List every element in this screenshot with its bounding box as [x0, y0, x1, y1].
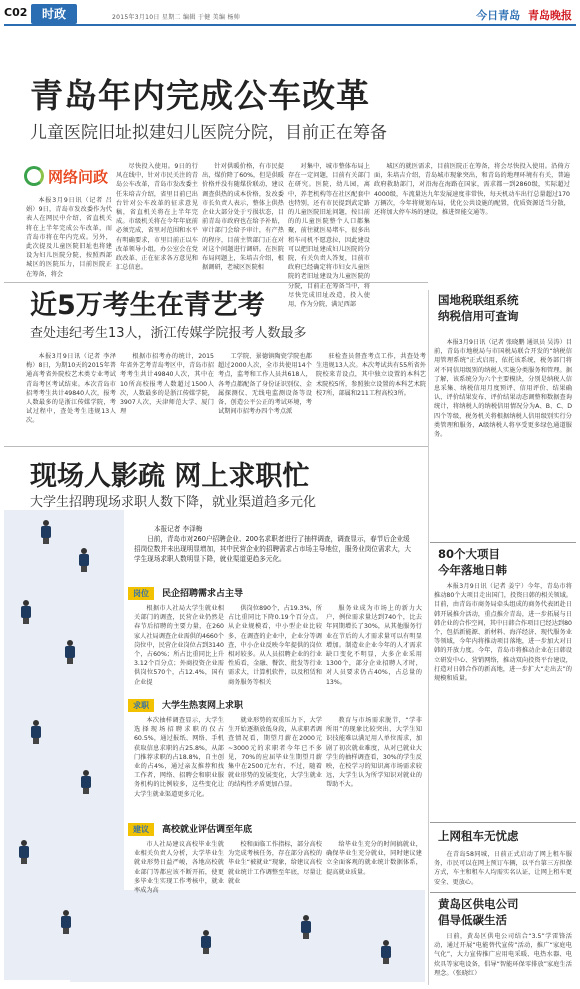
- article3-subhead: 大学生招聘现场求职人数下降，就业渠道趋多元化: [30, 495, 317, 510]
- paper-name: [476, 7, 572, 23]
- column-logo-label: 网络问政: [48, 168, 109, 186]
- person-figure: [64, 640, 76, 664]
- person-figure: [60, 910, 72, 934]
- article1-col5: 城区的就医需求，目前医院正在筹备，将会尽快投入使用。沿倚方面，朱培吉介绍，青岛城市现象突出，和青岛的地理环境有有关，普遍政府救助部门，对沿海在海路在国家，需求都一到2860级，实际超过4000级，车流量达九年发展速度非常快，每天机动车出行总量超过170万辆次，今年将规划布局，优化公共设施的配置，优质资源适当分散，还将加大停车场的建设，推进智能交通等。: [374, 163, 570, 217]
- column-logo: [24, 162, 118, 192]
- divider: [430, 542, 576, 543]
- paper-name-1: 今日青岛: [476, 9, 521, 22]
- article2-col4: 驻检查员督查考点工作，共查处考生违规13人次。本次考试共有55所省外院校来青设点，其中独立设置的本科艺术院校5所，参照独立设置的本科艺术院校7所，部属和211工程高校3所。: [316, 353, 426, 397]
- article2-headline: 近5万考生在青艺考: [30, 290, 265, 321]
- section3-heading: [128, 822, 252, 836]
- person-figure: [380, 940, 392, 964]
- page-header: [4, 4, 576, 26]
- person-figure: [40, 520, 52, 544]
- section2-heading: [128, 698, 243, 712]
- section3-title: 高校就业评估调至年底: [162, 825, 253, 835]
- divider: [430, 822, 576, 823]
- person-figure: [30, 720, 42, 744]
- article1-col1: 本报3月9日讯（记者 吕娟）9日，青岛市发改委作为代表人在网民中介绍，省直机关将在上半年完成公车改革，而青岛市将在年内完成。另外，此次提及儿童医院旧址也将建设为妇儿医院分院，按照西部城区的医院压力，目前医院正在筹备，将会: [26, 197, 112, 278]
- person-figure: [200, 930, 212, 954]
- article2-col1: 本报3月9日讯（记者 李泽梅）8日，为期10天的2015年普通高考省外院校艺术类专业考试青岛考区考试结束。本次青岛市招考考生共计49840人次，报考人数最多的是浙江传媒学院，考试过程中，查处考生违规13人次。: [26, 353, 116, 425]
- article2-col3: 工学院、景德镇陶瓷学院也都超过2000人次，全市共使用14个考点，监考和工作人员共618人，各考点都配备了身份证识别仪、金属探测仪、无线电监测设备等设备，创造公平公正的考试环境，考试期间市招考办四个考点派: [218, 353, 312, 416]
- section3-tag: 建议: [128, 823, 154, 836]
- right-article1-title: 国地税联组系统 纳税信用可查询: [438, 293, 519, 323]
- section3-col3: 给毕业生充分的时间搞就业，确保毕业生充分就业，同时建议建立全面客观的就业统计数据体系，提高就业质量。: [326, 841, 422, 876]
- section1-col3: 服务业成为市场上的新力大户，例位需求量达到740个，比去年同期增长了30%，从其他服务行业在节后的人才需求量可以有明显增加。制造业企业今年的人才需求缺口变化不明显，大多企业采用1300个，部分企业招聘人才时，对人员要求仍占40%，占总量的13%。: [326, 605, 422, 686]
- person-figure: [300, 915, 312, 939]
- person-figure: [80, 770, 92, 794]
- section2-col2: 就业形势的双重压力下，大学生开始逐渐放低身段，从求职者调查情况看，期望月薪在2000元~3000元的求职者今年已不多见，70%的应届毕业生期望月薪集中在2500元左右，不过，随着就业形势的发展变化，大学生就业的结构性矛盾更加凸显。: [228, 717, 322, 789]
- paper-name-2: 青岛晚报: [528, 9, 572, 22]
- article3-intro: [134, 524, 414, 564]
- person-figure: [78, 548, 90, 572]
- right-article2-title: 80个大项目 今年落地日韩: [438, 547, 507, 577]
- page-number: C02: [4, 6, 28, 19]
- section2-title: 大学生热衷网上求职: [162, 701, 244, 711]
- section-tag: 时政: [31, 4, 77, 24]
- right-article2-text: 本报3月9日讯（记者 姜宁）今年，青岛市将推动80个大项目走出国门，投资日韩的相关领域。目前，由青岛市商务局牵头组成的商务代表团赴日韩开展推介活动，重点推介青岛，进一步拓展与日韩企业的合作空间，其中日韩合作项目已经达到80个，包括新能源、新材料、海洋经济、现代服务业等领域，今年内将推动项目落地，进一步加大对日韩的开放力度。今年，青岛市将推动企业在日韩设立研发中心、营销网络，推动双向投资平台建设，打造对日韩合作的新高地，进一步扩大“走出去”的规模和质量。: [434, 583, 572, 683]
- article1-col4: 对集中，城市整体布局上存在一定问题，目前有关部门在研究。医院，幼儿园，离中，养老机构等在社区配套中也特别，还有市民提到武定路的儿童医院旧址问题，按目前的的儿童医院整个人口都集聚，前往就医易堵车，很多出租车司机不愿意拉，因此建设可以把旧址建成妇儿医院的分院，有关负责人答复，目前市政府已经确定将市妇女儿童医院的老旧址建设为儿童医院的分院，目前正在筹备当中，将尽快完成旧址改造，投入使用，作为分院，满足西部: [288, 163, 370, 309]
- article2-subhead: 查处违纪考生13人，浙江传媒学院报考人数最多: [30, 326, 307, 341]
- section1-heading: [128, 586, 243, 600]
- section1-col1: 根据市人社局大学生就业相关部门的调查，民营企业仍然是春节后招聘的主要力量，在260家人社局调查企业需供的4660个岗位中，民营企业岗位占到3140个，占60%；所占比重同比上升3.12个百分点；外商投资企业需供岗位570个，占12.4%，国有企业提: [134, 605, 224, 686]
- section3-col2: 校和面临工作指标，部分高校为完成考核任务，存在部分高校的毕业生“被就业”现象，给建议高校就业统计工作调整至年底，尽量让就业: [228, 841, 322, 885]
- right-article3-text: 在青岛58同城，日前正式启动了网上租车服务，市民可以在网上预订车辆，以平台第三方担保方式，车主和租车人均需实名认证，让网上租车更安全、更放心。: [434, 851, 572, 886]
- article2-col2: 根据市招考办的统计，2015年省外艺考青岛考区中，青岛市招考考生共计49840人次，其中在10所高校报考人数超过1500人次，人数最多的是浙江传媒学院，3907人次，天津师范大学、厦门理: [120, 353, 214, 416]
- section3-col1: 市人社局建议高校毕业生就业相关负责人分析，大学毕业生就业形势日益严峻，各地高校就业部门等都应该不断开拓，使更多毕业生实现工作考核中，就业率成为高: [134, 841, 224, 895]
- article1-col2: 尽快投入使用。9日的行风在线中，针对市民关注的青岛公车改革，青岛市发改委主任朱培吉介绍，省里目前已出台针对公车改革的征求意见稿，省直机关将在上半年完成。市级机关将在今年年底前必须完成，省里对范围和水平有明确要求，市里目前正以车改革领导小组，办公室会在党政改革、正在征求各方意见和汇总信息。: [116, 163, 198, 272]
- dateline: 2015年3月10日 星期二 编辑 于健 美编 杨帅: [112, 14, 241, 21]
- section2-col3: 教育与市场需求脱节，“学非所用”的现象比较突出，大学生知识技能难以满足用人单位需求，加剧了初次就业难度，从对已就业大学生的抽样调查看，30%的学生反映，在校学习的知识离市场需求较远，大学生认为所学知识对就业的帮助不大。: [326, 717, 422, 789]
- article1-col3: 针对供暖价格，有市民提出，煤价降了60%，但是供暖价格并没有随煤价联动，建议调查供热的成本价格，发改委市长负责人表示，整体上供热企业大部分处于亏损状态，目前青岛市政府也在给予补贴，审计部门会给予审计，有产热的程序，目前主管部门正在对对这个问题进行调研。在医院布局问题上，朱培吉介绍，根据调研，老城区医院相: [202, 163, 284, 272]
- person-figure: [18, 840, 30, 864]
- right-article3-title: 上网租车无忧虑: [438, 829, 519, 843]
- section2-tag: 求职: [128, 699, 154, 712]
- person-figure: [20, 600, 32, 624]
- column-divider: [428, 290, 429, 985]
- byline: 本报记者 李泽梅: [154, 525, 203, 533]
- intro-text: 日前，青岛市对260户招聘企业、200名求职者进行了抽样调查，调查显示，春节后企业缓招岗位数并未出现明显增加，其中民营企业的招聘需求占市场主导地位，服务业岗位需求大，大学生现场求职人数明显下降，就业渠道更趋多元化。: [134, 535, 411, 563]
- article1-headline: 青岛年内完成公车改革: [30, 76, 370, 115]
- divider: [430, 892, 576, 893]
- job-seekers-illustration-bottom: [70, 890, 425, 982]
- section1-title: 民企招聘需求占主导: [162, 589, 244, 599]
- section1-col2: 供岗位890个，占19.3%，所占比重同比下降0.19个百分点。从企业规模看，中小型企业比较多，在调查的企业中，企业分等调查，中小企业反映今年提供的岗位相对较多。从人员招聘企业的行业性质看，金融、餐饮、批发等行业需求大，计算机软件，以及租赁和商务服务等相关: [228, 605, 322, 686]
- swirl-icon: [24, 166, 44, 186]
- section2-col1: 本次抽样调查显示，大学生选择现场招聘求职的仅占60.5%，通过报纸、网络、手机获取信息求职的占25.8%，从部门推荐求职的占18.8%，自主创业的占4%，通过亲友推荐和找工作者，网络、招聘会和职业服务机构的比例较多，这些变化让大学生就业渠道更多元化。: [134, 717, 224, 798]
- article1-subhead: 儿童医院旧址拟建妇儿医院分院，目前正在筹备: [30, 123, 387, 143]
- divider: [4, 446, 428, 447]
- right-article4-text: 日前，黄岛区供电公司结合“3.5”学雷锋活动，通过开展“电能替代宣传”活动，推广“家庭电气化”，大力宣传推广应用电采暖、电热水器、电炊具等家电设备，倡导“智能环保零排放”家庭生活理念。（张晓红）: [434, 933, 572, 977]
- section1-tag: 岗位: [128, 587, 154, 600]
- right-article4-title: 黄岛区供电公司 倡导低碳生活: [438, 897, 519, 927]
- right-article1-text: 本报3月9日讯（记者 张晓鹏 通讯员 吴涛）目前，青岛市地税局与市国税局联合开发的“纳税信用管理系统”正式启用，依托该系统，税务部门将对不同信用级别的纳税人实施分类服务和管理。据了解，该系统分为六个主要模块，分别是纳税人信息采集、纳税信用月度预评、信用评价、结果确认、评价结果发布、评价结果动态调整和数据查询统计，将纳税人的纳税信用情况分为A、B、C、D四个等级，税务机关将根据纳税人信用级别实行分类管理和服务，A级纳税人将享受更多绿色通道服务。: [434, 339, 572, 439]
- article3-headline: 现场人影疏 网上求职忙: [30, 461, 310, 492]
